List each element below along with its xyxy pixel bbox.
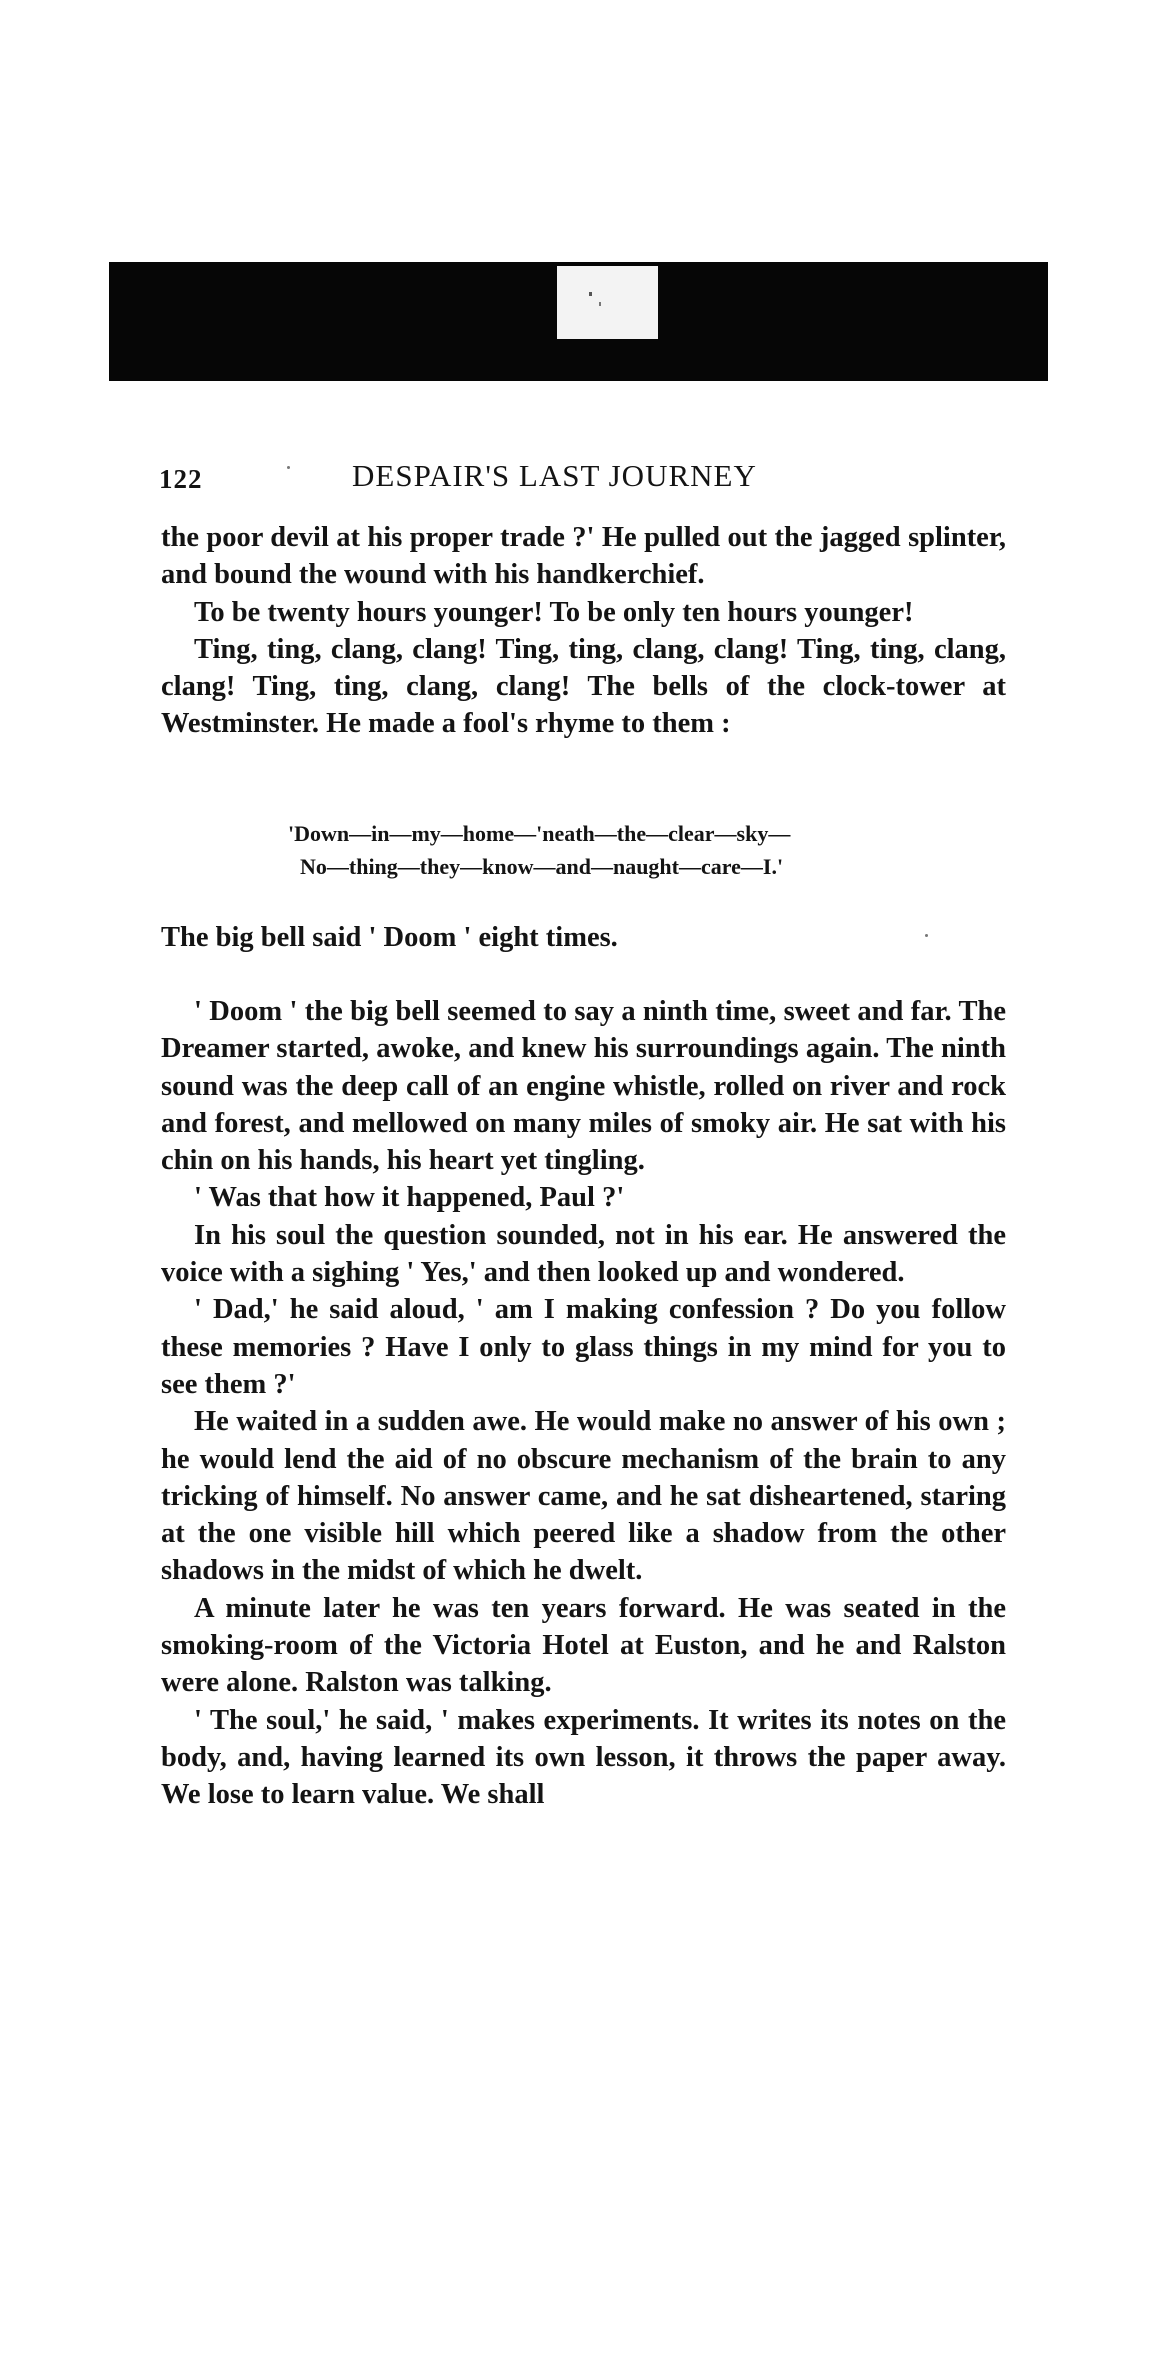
paragraph: ' Doom ' the big bell seemed to say a ninth time, sweet and far. The Dreamer started, awoke, and knew his surroundings again. The ninth sound was the deep call of an engine whistle, rolled on river and rock and forest, and mellowed on many miles of smoky air. He sat with his chin on his hands, his heart yet tingling. <box>161 996 1006 1177</box>
page-number: 122 <box>159 464 203 494</box>
verse-line: No—thing—they—know—and—naught—care—I.' <box>300 854 784 879</box>
body-text-bottom <box>161 993 1006 1814</box>
paragraph: ' The soul,' he said, ' makes experiments. It writes its notes on the body, and, having learned its own lesson, it throws the paper away. We lose to learn value. We shall <box>161 1704 1006 1811</box>
scan-speck <box>925 934 928 937</box>
paragraph: ' Dad,' he said aloud, ' am I making confession ? Do you follow these memories ? Have I only to glass things in my mind for you to see them ?' <box>161 1294 1006 1400</box>
patch-speck <box>589 292 592 296</box>
scan-speck <box>287 466 290 469</box>
page-header <box>159 458 1009 502</box>
paragraph: In his soul the question sounded, not in his ear. He answered the voice with a sighing ' Yes,' and then looked up and wondered. <box>161 1219 1006 1289</box>
verse-block <box>288 817 790 883</box>
patch-speck <box>599 302 601 306</box>
verse-line: 'Down—in—my—home—'neath—the—clear—sky— <box>288 821 791 846</box>
band-light-patch <box>557 266 658 339</box>
scanned-black-band <box>109 262 1048 381</box>
body-text-top <box>161 519 1006 743</box>
running-title: DESPAIR'S LAST JOURNEY <box>352 458 757 493</box>
paragraph: the poor devil at his proper trade ?' He pulled out the jagged splinter, and bound the wound with his handkerchief. <box>161 522 1006 591</box>
paragraph: Ting, ting, clang, clang! Ting, ting, clang, clang! Ting, ting, clang, clang! Ting, ting, clang, clang! The bells of the clock-tower at Westminster. He made a fool's rhyme to them : <box>161 633 1006 740</box>
paragraph: To be twenty hours younger! To be only ten hours younger! <box>194 596 914 628</box>
paragraph: He waited in a sudden awe. He would make no answer of his own ; he would lend the aid of no obscure mechanism of the brain to any tricking of himself. No answer came, and he sat disheartened, staring at the one visible hill which peered like a shadow from the other shadows in the midst of which he dwelt. <box>161 1406 1006 1587</box>
paragraph: ' Was that how it happened, Paul ?' <box>194 1182 625 1214</box>
paragraph: A minute later he was ten years forward. He was seated in the smoking-room of the Victoria Hotel at Euston, and he and Ralston were alone. Ralston was talking. <box>161 1592 1006 1699</box>
big-bell-line: The big bell said ' Doom ' eight times. <box>161 922 618 953</box>
